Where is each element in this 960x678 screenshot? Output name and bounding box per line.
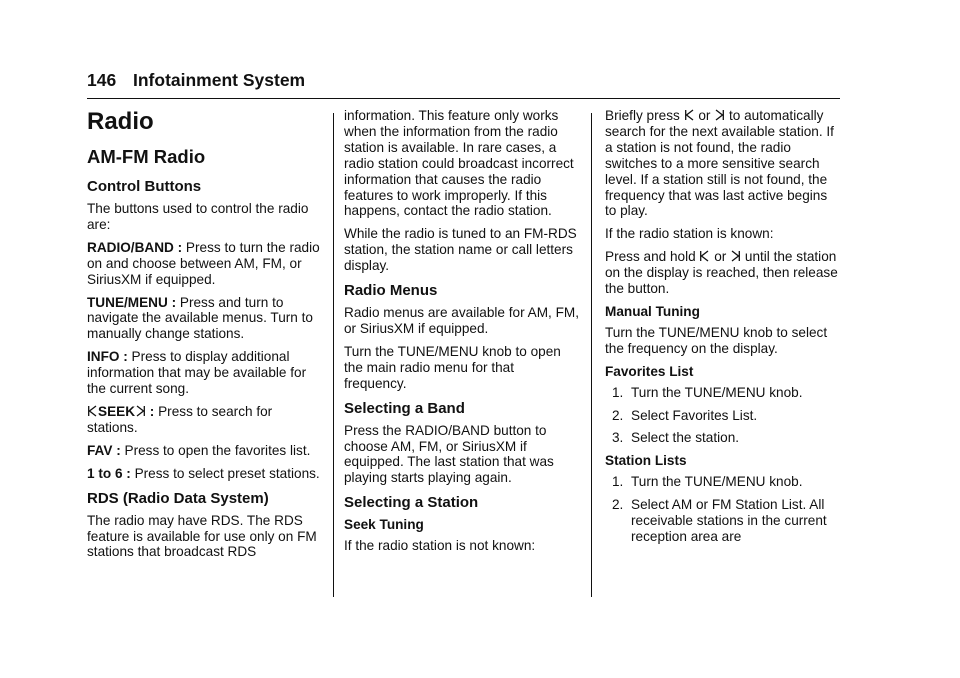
minor-heading-manual-tuning: Manual Tuning <box>605 303 700 319</box>
favorites-steps <box>605 385 841 447</box>
text-hold-b: until the station on the display is reached, then release the button. <box>605 249 838 297</box>
paragraph-menus-2: Turn the TUNE/MENU knob to open the main radio menu for that frequency. <box>344 343 561 391</box>
paragraph-band: Press the RADIO/BAND button to choose AM, FM, or SiriusXM if equipped. The last station that was playing starts playing again. <box>344 422 554 486</box>
list-item <box>605 497 841 545</box>
text-briefly-a: Briefly press <box>605 108 684 123</box>
column-1 <box>87 108 323 567</box>
section-heading-am-fm: AM-FM Radio <box>87 146 206 167</box>
seek-back-icon <box>700 250 709 262</box>
list-item <box>605 474 841 490</box>
text-briefly-b: to automatically search for the next available station. If a station is not found, the radio switches to a more sensitive search level. If a station still is not found, the frequency that was last active begins to play. <box>605 108 834 219</box>
term-tune-menu: TUNE/MENU : <box>87 294 177 310</box>
paragraph-seek-tuning: If the radio station is not known: <box>344 538 536 554</box>
text-hold-a: Press and hold <box>605 249 700 265</box>
column-3 <box>605 108 841 552</box>
step-number: 3. <box>612 430 624 446</box>
definition-presets <box>87 466 323 482</box>
section-title: Infotainment System <box>133 70 306 90</box>
paragraph-menus-1: Radio menus are available for AM, FM, or SiriusXM if equipped. <box>344 305 579 336</box>
step-number: 1. <box>612 474 624 490</box>
paragraph-intro: The buttons used to control the radio are: <box>87 201 309 232</box>
seek-back-icon <box>88 405 97 417</box>
term-radio-band: RADIO/BAND : <box>87 239 183 255</box>
desc-fav: Press to open the favorites list. <box>120 442 311 458</box>
text-hold-or: or <box>710 249 731 265</box>
term-seek: SEEK <box>98 403 136 419</box>
subheading-radio-menus: Radio Menus <box>344 282 438 300</box>
step-number: 2. <box>612 497 624 513</box>
step-text: Select AM or FM Station List. All receivable stations in the current reception area are <box>631 497 827 544</box>
seek-forward-icon <box>731 250 740 262</box>
step-text: Turn the TUNE/MENU knob. <box>631 384 803 400</box>
desc-seek: Press to search for stations. <box>87 403 273 435</box>
seek-forward-icon <box>715 109 724 121</box>
page-number: 146 <box>87 70 117 90</box>
seek-back-icon <box>685 109 694 121</box>
definition-radio-band <box>87 240 323 288</box>
paragraph-manual-tuning: Turn the TUNE/MENU knob to select the frequency on the display. <box>605 324 828 356</box>
definition-tune-menu <box>87 295 323 343</box>
paragraph-press-hold <box>605 249 841 297</box>
term-presets: 1 to 6 : <box>87 465 131 481</box>
term-seek-colon: : <box>146 403 155 419</box>
text-briefly-or: or <box>694 108 715 123</box>
list-item <box>605 430 841 446</box>
column-divider <box>333 113 334 597</box>
list-item <box>605 408 841 424</box>
paragraph-rds-continued: information. This feature only works when the information from the radio station is available. In rare cases, a radio station could broadcast incorrect information that causes the radio features to work improperly. If this happens, contact the radio station. <box>344 108 574 219</box>
subheading-selecting-station: Selecting a Station <box>344 494 479 512</box>
desc-radio-band: Press to turn the radio on and choose between AM, FM, or SiriusXM if equipped. <box>87 239 320 287</box>
step-number: 1. <box>612 384 624 400</box>
chapter-title: Radio <box>87 108 154 135</box>
definition-seek <box>87 404 323 436</box>
page-header <box>87 70 839 96</box>
paragraph-rds: The radio may have RDS. The RDS feature is available for use only on FM stations that broadcast RDS <box>87 512 317 560</box>
step-text: Select the station. <box>631 430 740 446</box>
step-text: Select Favorites List. <box>631 407 758 423</box>
list-item <box>605 385 841 401</box>
step-number: 2. <box>612 407 624 423</box>
subheading-rds: RDS (Radio Data System) <box>87 489 269 507</box>
step-text: Turn the TUNE/MENU knob. <box>631 474 803 490</box>
paragraph-known: If the radio station is known: <box>605 226 774 242</box>
desc-presets: Press to select preset stations. <box>130 465 320 481</box>
definition-fav <box>87 443 323 459</box>
minor-heading-favorites-list: Favorites List <box>605 363 694 379</box>
minor-heading-station-lists: Station Lists <box>605 453 687 469</box>
seek-forward-icon <box>136 405 145 417</box>
term-fav: FAV : <box>87 442 121 458</box>
minor-heading-seek-tuning: Seek Tuning <box>344 517 424 533</box>
column-2 <box>344 108 580 561</box>
desc-tune-menu: Press and turn to navigate the available menus. Turn to manually change stations. <box>87 294 313 342</box>
desc-info: Press to display additional information that may be available for the current song. <box>87 349 307 397</box>
definition-info <box>87 349 323 397</box>
paragraph-briefly-press <box>605 108 841 219</box>
paragraph-rds-station: While the radio is tuned to an FM-RDS station, the station name or call letters display. <box>344 226 577 274</box>
term-info: INFO : <box>87 349 128 365</box>
station-lists-steps <box>605 474 841 545</box>
column-divider <box>591 113 592 597</box>
header-rule <box>87 98 840 99</box>
subheading-selecting-band: Selecting a Band <box>344 399 465 417</box>
subheading-control-buttons: Control Buttons <box>87 178 202 195</box>
